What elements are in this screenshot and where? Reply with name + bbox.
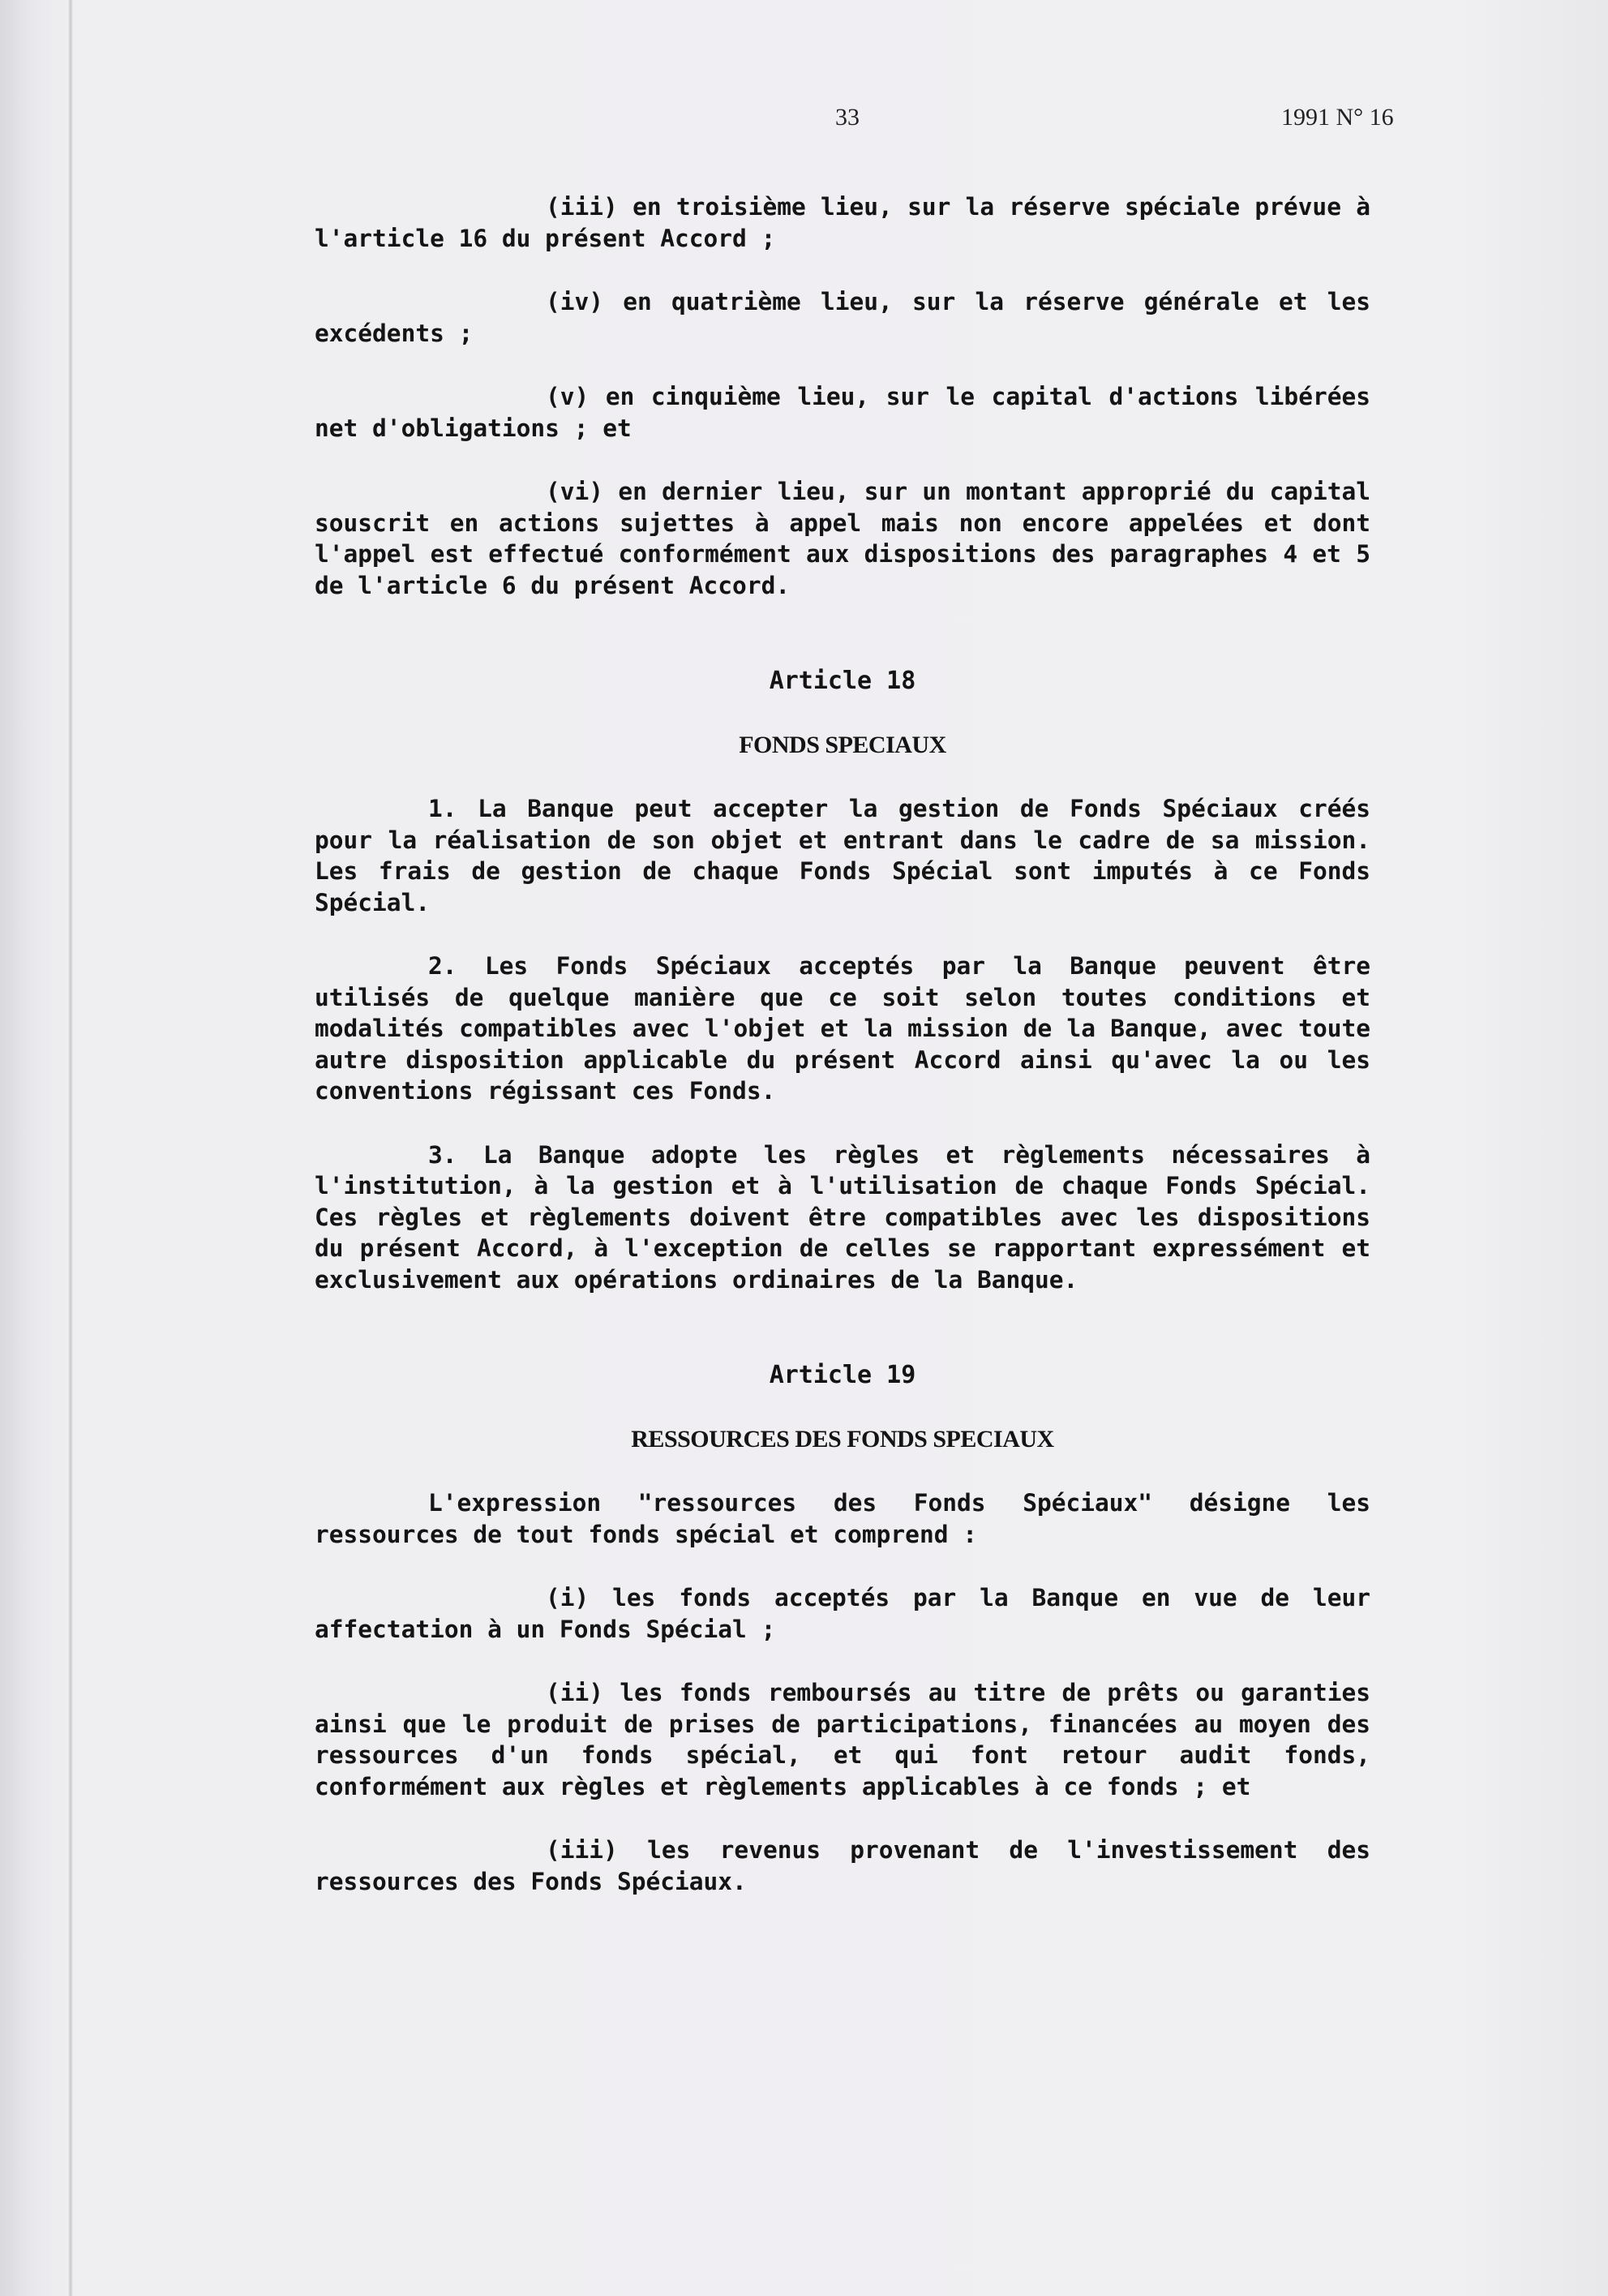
paragraph-iii: (iii) en troisième lieu, sur la réserve spéciale prévue à l'article 16 du présent Accord ; bbox=[315, 193, 1370, 252]
gazette-reference: 1991 N° 16 bbox=[1281, 104, 1394, 131]
article-19-intro: L'expression "ressources des Fonds Spéciaux" désigne les ressources de tout fonds spécial et comprend : bbox=[315, 1489, 1370, 1548]
paragraph-iv: (iv) en quatrième lieu, sur la réserve générale et les excédents ; bbox=[315, 288, 1370, 347]
article-18-paragraph-3: 3. La Banque adopte les règles et règlements nécessaires à l'institution, à la gestion et à l'utilisation de chaque Fonds Spécial. Ces règles et règlements doivent être compatibles avec les dispositions du présent Accord, à l'exception de celles se rapportant expressément et exclusivement aux opérations ordinaires de la Banque. bbox=[315, 1140, 1370, 1294]
page-header bbox=[0, 104, 1608, 136]
article-19-item-iii: (iii) les revenus provenant de l'investissement des ressources des Fonds Spéciaux. bbox=[315, 1836, 1370, 1895]
article-19-item-ii: (ii) les fonds remboursés au titre de prêts ou garanties ainsi que le produit de prises de participations, financées au moyen des ressources d'un fonds spécial, et qui font retour audit fonds, conformément aux règles et règlements applicables à ce fonds ; et bbox=[315, 1679, 1370, 1800]
paragraph-v: (v) en cinquième lieu, sur le capital d'actions libérées net d'obligations ; et bbox=[315, 383, 1370, 442]
document-body bbox=[315, 191, 1370, 1897]
article-18-paragraph-1: 1. La Banque peut accepter la gestion de Fonds Spéciaux créés pour la réalisation de son objet et entrant dans le cadre de sa mission. Les frais de gestion de chaque Fonds Spécial sont imputés à ce Fonds Spécial. bbox=[315, 795, 1370, 916]
paragraph-vi: (vi) en dernier lieu, sur un montant approprié du capital souscrit en actions sujettes à appel mais non encore appelées et dont l'appel est effectué conformément aux dispositions des paragraphes 4 et 5 de l'article 6 du présent Accord. bbox=[315, 478, 1370, 599]
article-18-paragraph-2: 2. Les Fonds Spéciaux acceptés par la Banque peuvent être utilisés de quelque manière que ce soit selon toutes conditions et modalités compatibles avec l'objet et la mission de la Banque, avec toute autre disposition applicable du présent Accord ainsi qu'avec la ou les conventions régissant ces Fonds. bbox=[315, 952, 1370, 1105]
article-18-title: Article 18 bbox=[769, 667, 916, 695]
page-fold-shadow bbox=[68, 0, 73, 2296]
page-number: 33 bbox=[835, 104, 860, 131]
article-19-title: Article 19 bbox=[769, 1361, 916, 1389]
article-19-subtitle: RESSOURCES DES FONDS SPECIAUX bbox=[631, 1425, 1054, 1453]
article-18-subtitle: FONDS SPECIAUX bbox=[739, 731, 946, 758]
article-19-item-i: (i) les fonds acceptés par la Banque en vue de leur affectation à un Fonds Spécial ; bbox=[315, 1584, 1370, 1643]
